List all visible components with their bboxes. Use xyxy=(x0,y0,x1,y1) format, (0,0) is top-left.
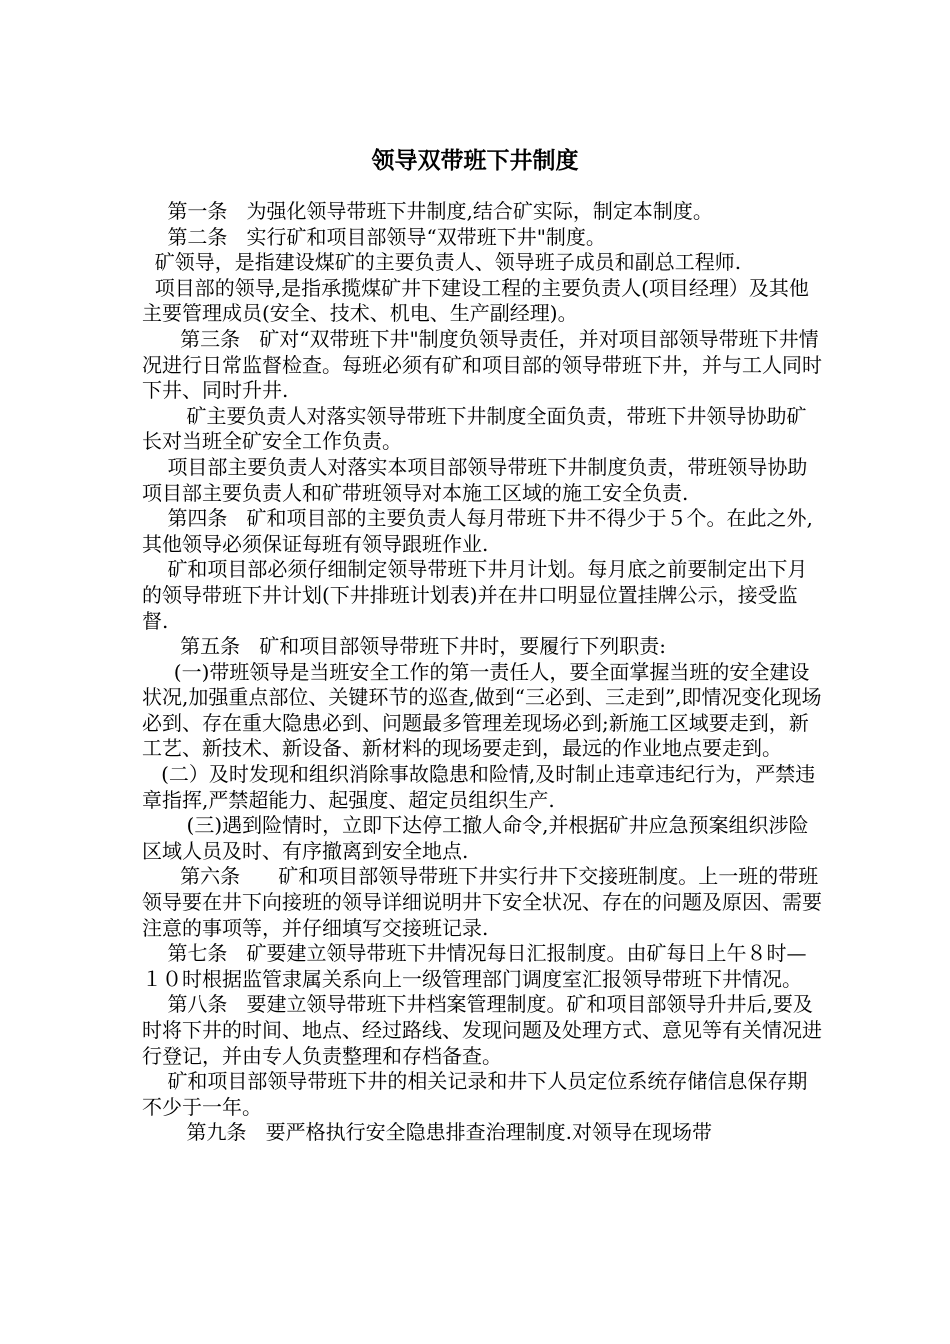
paragraph-monthly-plan: 矿和项目部必须仔细制定领导带班下井月计划。每月底之前要制定出下月的领导带班下井计划(下井排班计划表)并在井口明显位置挂牌公示，接受监督. xyxy=(142,557,808,633)
paragraph-duty-3: (三)遇到险情时，立即下达停工撤人命令,并根据矿井应急预案组织涉险区域人员及时、有序撤离到安全地点. xyxy=(142,813,809,863)
paragraph-duty-1: (一)带班领导是当班安全工作的第一责任人，要全面掌握当班的安全建设状况,加强重点部位、关键环节的巡查,做到“三必到、三走到”,即情况变化现场必到、存在重大隐患必到、问题最多管理差现场必到;新施工区域要走到，新工艺、新技术、新设备、新材料的现场要走到，最远的作业地点要走到。 xyxy=(142,659,822,761)
paragraph-article-8: 第八条 要建立领导带班下井档案管理制度。矿和项目部领导升井后,要及时将下井的时间、地点、经过路线、发现问题及处理方式、意见等有关情况进行登记，并由专人负责整理和存档备查。 xyxy=(142,992,822,1068)
paragraph-mine-leader-definition: 矿领导，是指建设煤矿的主要负责人、领导班子成员和副总工程师. xyxy=(142,250,742,275)
paragraph-project-head-responsibility: 项目部主要负责人对落实本项目部领导带班下井制度负责，带班领导协助项目部主要负责人和矿带班领导对本施工区域的施工安全负责. xyxy=(142,454,808,505)
paragraph-project-leader-definition: 项目部的领导,是指承揽煤矿井下建设工程的主要负责人(项目经理）及其他主要管理成员(安全、技术、机电、生产副经理)。 xyxy=(142,275,809,326)
paragraph-article-6: 第六条 矿和项目部领导带班下井实行井下交接班制度。上一班的带班领导要在井下向接班的领导详细说明井下安全状况、存在的问题及原因、需要注意的事项等，并仔细填写交接班记录. xyxy=(142,864,822,940)
paragraph-article-1: 第一条 为强化领导带班下井制度,结合矿实际，制定本制度。 xyxy=(142,199,713,223)
paragraph-article-7: 第七条 矿要建立领导带班下井情况每日汇报制度。由矿每日上午８时—１０时根据监管隶属关系向上一级管理部门调度室汇报领导带班下井情况。 xyxy=(142,941,807,991)
paragraph-article-3: 第三条 矿对“双带班下井"制度负领导责任，并对项目部领导带班下井情况进行日常监督检查。每班必须有矿和项目部的领导带班下井，并与工人同时下井、同时升井. xyxy=(142,326,822,403)
paragraph-article-5: 第五条 矿和项目部领导带班下井时，要履行下列职责: xyxy=(142,634,666,659)
paragraph-article-2: 第二条 实行矿和项目部领导“双带班下井"制度。 xyxy=(142,224,606,249)
paragraph-duty-2: (二）及时发现和组织消除事故隐患和险情,及时制止违章违纪行为，严禁违章指挥,严禁超能力、起强度、超定员组织生产. xyxy=(142,762,816,812)
document-body xyxy=(142,199,822,1146)
paragraph-record-retention: 矿和项目部领导带班下井的相关记录和井下人员定位系统存储信息保存期不少于一年。 xyxy=(142,1069,808,1119)
paragraph-mine-head-responsibility: 矿主要负责人对落实领导带班下井制度全面负责，带班下井领导协助矿长对当班全矿安全工作负责。 xyxy=(142,403,807,454)
paragraph-article-9: 第九条 要严格执行安全隐患排查治理制度.对领导在现场带 xyxy=(142,1120,712,1145)
paragraph-article-4: 第四条 矿和项目部的主要负责人每月带班下井不得少于５个。在此之外,其他领导必须保证每班有领导跟班作业. xyxy=(142,506,813,556)
document-title: 领导双带班下井制度 xyxy=(371,148,579,174)
